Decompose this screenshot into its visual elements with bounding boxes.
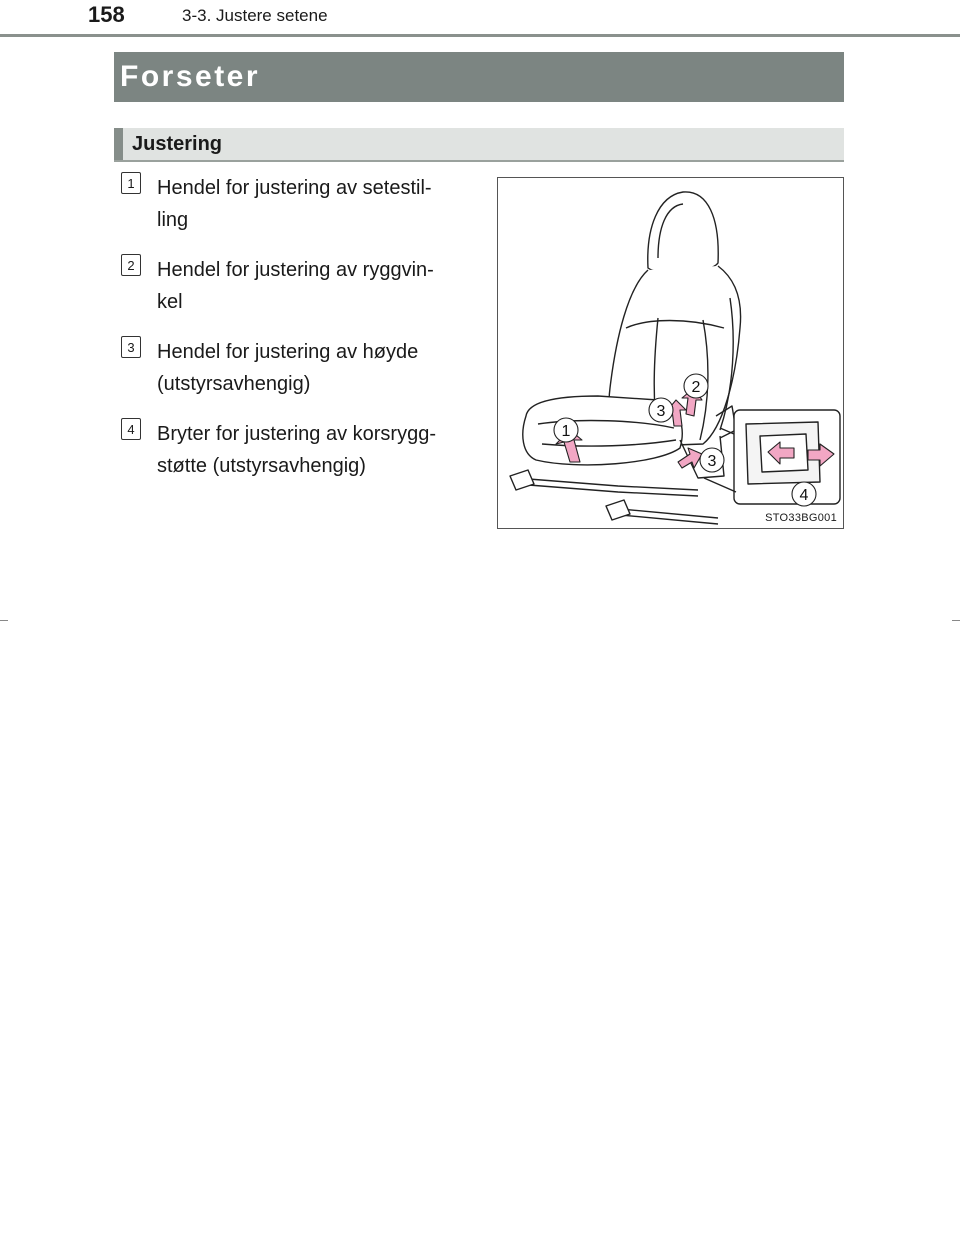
item-number-badge: 3: [121, 336, 141, 358]
callout-label: 1: [561, 423, 571, 440]
item-text: Hendel for justering av ryggvin- kel: [157, 259, 434, 313]
callout-label: 3: [656, 403, 666, 420]
list-item: [116, 336, 476, 400]
callout-label: 3: [707, 453, 717, 470]
page-header: [0, 0, 960, 36]
crop-mark-left: [0, 620, 8, 621]
crop-mark-right: [952, 620, 960, 621]
subsection-bar: [114, 128, 844, 162]
section-title-bar: [114, 52, 844, 102]
list-item: [116, 254, 476, 318]
header-rule: [0, 34, 960, 37]
adjustment-list: [116, 172, 476, 500]
figure-code: STO33BG001: [765, 512, 837, 524]
list-item: [116, 172, 476, 236]
subsection-accent: [114, 128, 123, 160]
seat-drawing: [498, 178, 843, 528]
item-number-badge: 4: [121, 418, 141, 440]
item-text: Hendel for justering av setestil- ling: [157, 177, 432, 231]
callout-label: 2: [691, 379, 701, 396]
list-item: [116, 418, 476, 482]
item-text: Hendel for justering av høyde (utstyrsavhengig): [157, 341, 419, 395]
item-number-badge: 2: [121, 254, 141, 276]
seat-illustration: [497, 177, 844, 529]
item-number-badge: 1: [121, 172, 141, 194]
page-number: 158: [88, 2, 125, 27]
callout-label: 4: [799, 487, 809, 504]
item-text: Bryter for justering av korsrygg- støtte (utstyrsavhengig): [157, 423, 436, 477]
section-title: Forseter: [120, 60, 261, 93]
section-reference: 3-3. Justere setene: [182, 6, 328, 25]
subsection-title: Justering: [132, 133, 223, 155]
